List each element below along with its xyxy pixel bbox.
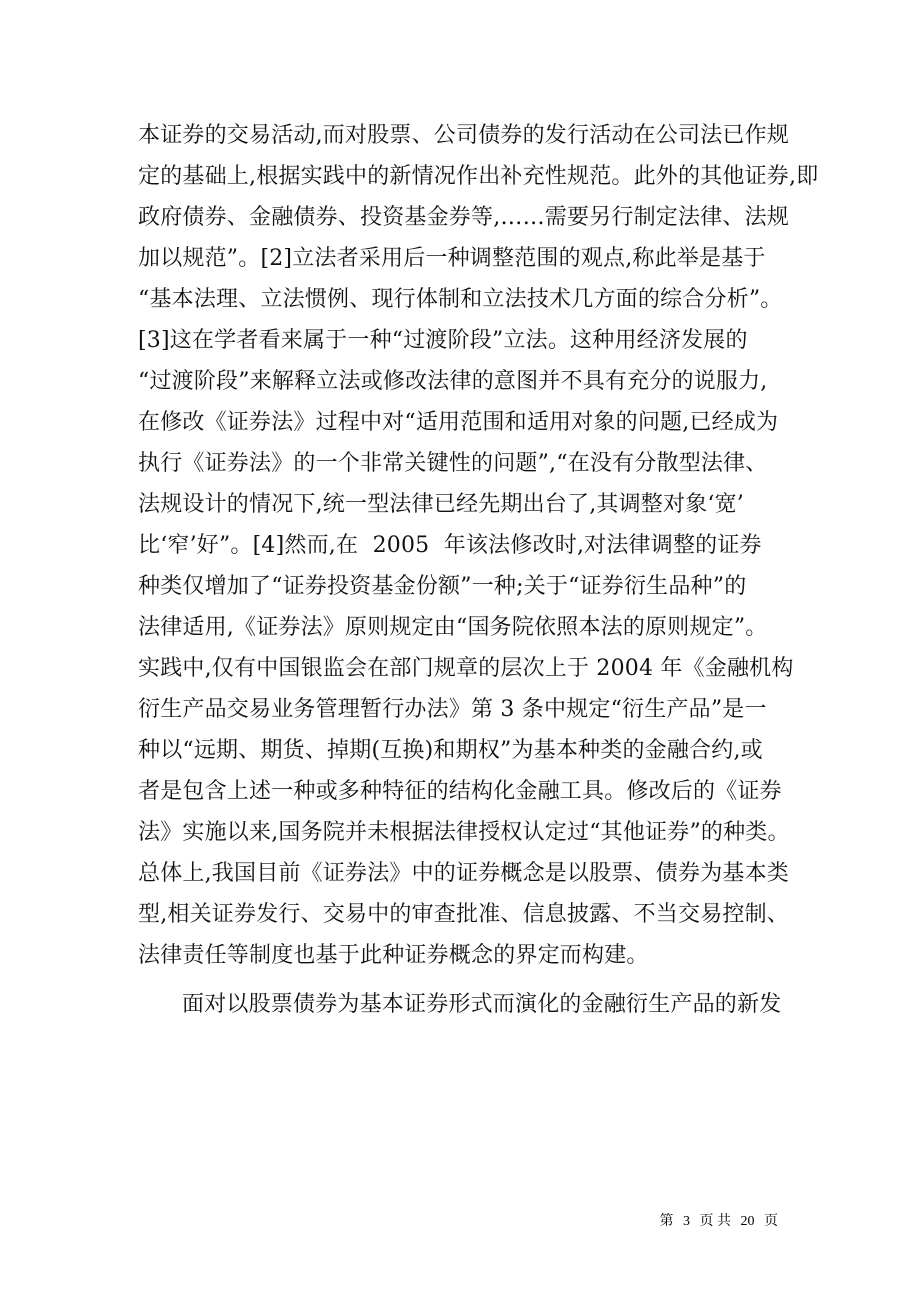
text-line: “基本法理、立法惯例、现行体制和立法技术几方面的综合分析”。 [138, 287, 783, 312]
text-line: 面对以股票债券为基本证券形式而演化的金融衍生产品的新发 [182, 992, 782, 1017]
text-line: 种类仅增加了“证券投资基金份额”一种;关于“证券衍生品种”的 [138, 574, 747, 599]
current-page-number: 3 [683, 1214, 690, 1229]
text-line: 法律适用,《证券法》原则规定由“国务院依照本法的原则规定”。 [138, 615, 768, 640]
body-text [138, 115, 819, 1025]
text-line: 在修改《证券法》过程中对“适用范围和适用对象的问题,已经成为 [138, 410, 779, 435]
page-number-footer [660, 1210, 779, 1230]
text-line: 法》实施以来,国务院并未根据法律授权认定过“其他证券”的种类。 [138, 820, 790, 845]
text-line: 实践中,仅有中国银监会在部门规章的层次上于 2004 年《金融机构 [138, 656, 794, 681]
text-line: 比‘窄’好”。[4]然而,在 2005 年该法修改时,对法律调整的证券 [138, 533, 762, 558]
text-line: 总体上,我国目前《证券法》中的证券概念是以股票、债券为基本类 [138, 861, 789, 886]
text-line: 法律责任等制度也基于此种证券概念的界定而构建。 [138, 943, 649, 968]
paragraph-2 [138, 984, 808, 1025]
text-line: 型,相关证券发行、交易中的审查批准、信息披露、不当交易控制、 [138, 902, 789, 927]
text-line: 者是包含上述一种或多种特征的结构化金融工具。修改后的《证券 [138, 779, 782, 804]
text-line: 法规设计的情况下,统一型法律已经先期出台了,其调整对象‘宽’ [138, 492, 744, 517]
total-pages-number: 20 [740, 1214, 755, 1229]
text-line: “过渡阶段”来解释立法或修改法律的意图并不具有充分的说服力, [138, 369, 768, 394]
text-line: 衍生产品交易业务管理暂行办法》第 3 条中规定“衍生产品”是一 [138, 697, 767, 722]
text-line: 本证券的交易活动,而对股票、公司债券的发行活动在公司法已作规 [138, 123, 789, 148]
text-line: 政府债券、金融债券、投资基金券等,……需要另行制定法律、法规 [138, 205, 789, 230]
text-line: 加以规范”。[2]立法者采用后一种调整范围的观点,称此举是基于 [138, 246, 766, 271]
text-line: 种以“远期、期货、掉期(互换)和期权”为基本种类的金融合约,或 [138, 738, 763, 763]
paragraph-1 [138, 115, 819, 976]
footer-suffix: 页 [764, 1214, 778, 1229]
text-line: [3]这在学者看来属于一种“过渡阶段”立法。这种用经济发展的 [138, 328, 748, 353]
footer-middle: 页 共 [699, 1214, 731, 1229]
footer-prefix: 第 [659, 1214, 674, 1229]
text-line: 定的基础上,根据实践中的新情况作出补充性规范。此外的其他证券,即 [138, 164, 819, 189]
text-line: 执行《证券法》的一个非常关键性的问题”,“在没有分散型法律、 [138, 451, 768, 476]
